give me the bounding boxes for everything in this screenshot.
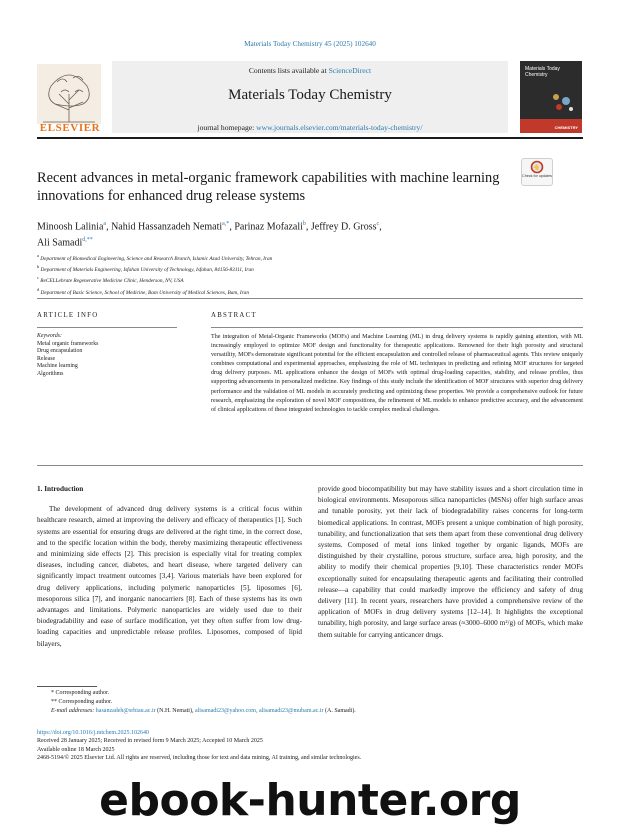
cover-graphic-icon [550, 91, 576, 113]
email-link[interactable]: alisamadi23@yahoo.com, [194, 708, 258, 714]
homepage-prefix: journal homepage: [197, 123, 255, 132]
homepage-line [112, 123, 508, 132]
email-owner: (N.H. Nemati), [157, 708, 194, 714]
publication-info [37, 729, 583, 763]
doi-link[interactable]: https://doi.org/10.1016/j.mtchem.2025.102640 [37, 730, 150, 736]
journal-cover [520, 61, 582, 133]
author-affil-marker[interactable]: a,* [222, 221, 230, 227]
abstract-rule [211, 327, 583, 328]
received-dates: Received 28 January 2025; Received in revised form 9 March 2025; Accepted 10 March 2025 [37, 738, 263, 745]
email-owner: (A. Samadi). [324, 708, 356, 714]
keywords-block [37, 333, 187, 379]
affil-marker: d [37, 286, 40, 292]
article-info-rule [37, 327, 177, 328]
keyword-item: Machine learning [37, 363, 78, 370]
sciencedirect-link[interactable]: ScienceDirect [328, 66, 372, 75]
article-info-label: ARTICLE INFO [37, 312, 99, 319]
affil-text: Department of Materials Engineering, Isfahan University of Technology, Isfahan, 84156-83111, Iran [40, 266, 254, 273]
author-list: Minoosh Lalinia$^a$, Nahid Hassanzadeh Nemati$^{a,*}$, Parinaz Mofazali$^b$, Jeffrey D. Gross$^c$, Ali Samadi$^{d,**}$ [37, 221, 382, 249]
check-updates-label: Check for updates [522, 174, 552, 178]
contents-line [112, 66, 508, 75]
corresponding-author-note: ** Corresponding author. [51, 699, 113, 705]
body-column-right [318, 484, 583, 641]
intro-paragraph: The development of advanced drug delivery systems is a critical focus within healthcare research, aimed at improving the delivery and efficacy of therapeutics [1]. Such systems are essential for ensuring drugs are delivered at the right time, in the correct dose, and to the specific location within the body, thereby maximizing therapeutic effectiveness and minimizing side effects [2]. This precision is especially vital for treating complex diseases, including cancer, diabetes, and heart disease, where targeted delivery can significantly impact treatment outcomes [3,4]. Various materials have been explored for drug delivery applications, including polymeric nanoparticles [5], liposomes [6], mesoporous silica [7], and inorganic nanocarriers [8]. Each of these systems has its own advantages and limitations. Polymeric nanoparticles are widely used due to their biodegradability and ease of surface modification, yet they often suffer from low drug-loading capacities and unpredictable release profiles. Liposomes, composed of lipid bilayers, [37, 505, 302, 648]
watermark-text: ebook-hunter.org [99, 775, 521, 826]
affiliation-list [37, 252, 577, 297]
affiliation-item [37, 286, 577, 297]
author-affil-marker[interactable]: a [103, 221, 107, 227]
check-updates-icon [522, 159, 552, 175]
contents-prefix: Contents lists available at [248, 66, 327, 75]
affil-text: Department of Basic Science, School of Medicine, Bam University of Medical Sciences, Bam, Iran [40, 289, 249, 296]
abstract-bottom-divider [37, 465, 583, 466]
keyword-item: Metal organic frameworks [37, 340, 99, 347]
footnote-rule [37, 686, 97, 687]
copyright-line: 2468-5194/© 2025 Elsevier Ltd. All rights are reserved, including those for text and data mining, AI training, and similar technologies. [37, 755, 362, 762]
author-affil-marker[interactable]: d,** [82, 236, 93, 243]
keyword-item: Drug encapsulation [37, 348, 83, 355]
email-link[interactable]: alisamadi23@mubam.ac.ir [258, 708, 324, 714]
author-affil-marker[interactable]: b [302, 221, 306, 227]
corresponding-author-note: * Corresponding author. [51, 690, 110, 696]
keyword-item: Release [37, 355, 56, 362]
check-for-updates-button[interactable] [521, 158, 553, 186]
author-name[interactable]: Minoosh Lalinia [37, 221, 104, 233]
online-date: Available online 18 March 2025 [37, 746, 115, 753]
journal-citation[interactable]: Materials Today Chemistry 45 (2025) 102640 [244, 40, 376, 48]
affil-text: ReCELLebrate Regenerative Medicine Clinic, Henderson, NV, USA [40, 278, 184, 285]
affiliation-item [37, 252, 577, 263]
article-title: Recent advances in metal-organic framework capabilities with machine learning innovations for enhanced drug release systems [37, 170, 500, 204]
affil-marker: b [37, 264, 40, 270]
author-name[interactable]: Parinaz Mofazali [234, 221, 303, 233]
affiliation-item [37, 263, 577, 274]
abstract-label: ABSTRACT [211, 312, 257, 319]
keyword-item: Algorithms [37, 370, 64, 377]
author-name[interactable]: Nahid Hassanzadeh Nemati [111, 221, 223, 233]
keywords-heading: Keywords: [37, 333, 62, 339]
email-link[interactable]: hasanzadeh@srbiau.ac.ir [95, 708, 156, 714]
affiliation-item [37, 274, 577, 285]
body-column-left [37, 484, 302, 650]
author-name[interactable]: Jeffrey D. Gross [310, 221, 377, 233]
affil-marker: a [37, 253, 39, 258]
section-heading: 1. Introduction [37, 485, 84, 493]
header-divider [37, 137, 583, 139]
email-label: E-mail addresses: [51, 708, 95, 714]
abstract-text: The integration of Metal-Organic Frameworks (MOFs) and Machine Learning (ML) in drug delivery systems is rapidly gaining attention, with ML increasingly employed to optimize MOF design and functionality for therapeutic applications. Renowned for their high porosity and structural versatility, MOFs demonstrate significant potential for the efficient encapsulation and controlled release of pharmaceutical agents. This review uniquely combines computational and experimental approaches, emphasizing the role of ML techniques in predicting and refining MOF structures for targeted drug delivery purposes. ML applications enhance the design of MOFs with optimal drug-loading capacities, stability, and release profiles, thus supporting advancements in personalized medicine. Key findings of this study include the identification of MOF structures with superior drug delivery performance and the validation of ML models in accurately predicting and optimizing these properties. We provide a comprehensive outlook for future research, emphasizing the exploration of novel MOF compositions, the refinement of ML models to enhance predictive accuracy, and the advancement of clinical applications of these integrated technologies to tackle complex medical challenges. [211, 334, 583, 413]
author-name[interactable]: Ali Samadi [37, 237, 83, 249]
elsevier-wordmark: ELSEVIER [39, 122, 101, 134]
cover-label: CHEMISTRY [554, 125, 578, 130]
elsevier-tree-logo [37, 64, 101, 124]
affil-text: Department of Biomedical Engineering, Science and Research Branch, Islamic Azad University, Tehran, Iran [40, 255, 273, 262]
author-affil-marker[interactable]: c [376, 221, 380, 227]
affiliation-divider [37, 298, 583, 299]
homepage-link[interactable]: www.journals.elsevier.com/materials-today-chemistry/ [256, 123, 423, 132]
cover-title: Materials Today Chemistry [525, 66, 560, 78]
intro-paragraph-continued: provide good biocompatibility but may have stability issues and a short circulation time in biological environments. Mesoporous silica nanoparticles (MSNs) offer high surface areas and tunable porosity, yet their lack of biodegradability raises concerns for long-term biomedical applications. In contrast, MOFs present a unique combination of high porosity, tunability, and functionalization that sets them apart from these conventional drug delivery systems. Composed of metal ions linked together by organic ligands, MOFs are distinguished by their crystalline, porous structure, surface area, high porosity, and the ability to modify their chemical properties [9,10]. These characteristics render MOFs exceptionally suited for encapsulating therapeutic agents and facilitating their controlled release—a capability that could markedly improve the efficiency and safety of drug delivery [11]. In recent years, researchers have provided a comprehensive review of the application of MOFs in drug delivery systems [12–14]. It highlights the exceptional tunability, high porosity, and large surface areas (≈3000–6000 m²/g) of MOFs, which make them suitable for carrying anticancer drugs. [318, 485, 583, 639]
journal-name: Materials Today Chemistry [228, 87, 392, 103]
email-line [37, 707, 583, 716]
footnotes [37, 689, 583, 716]
affil-marker: c [37, 275, 39, 281]
